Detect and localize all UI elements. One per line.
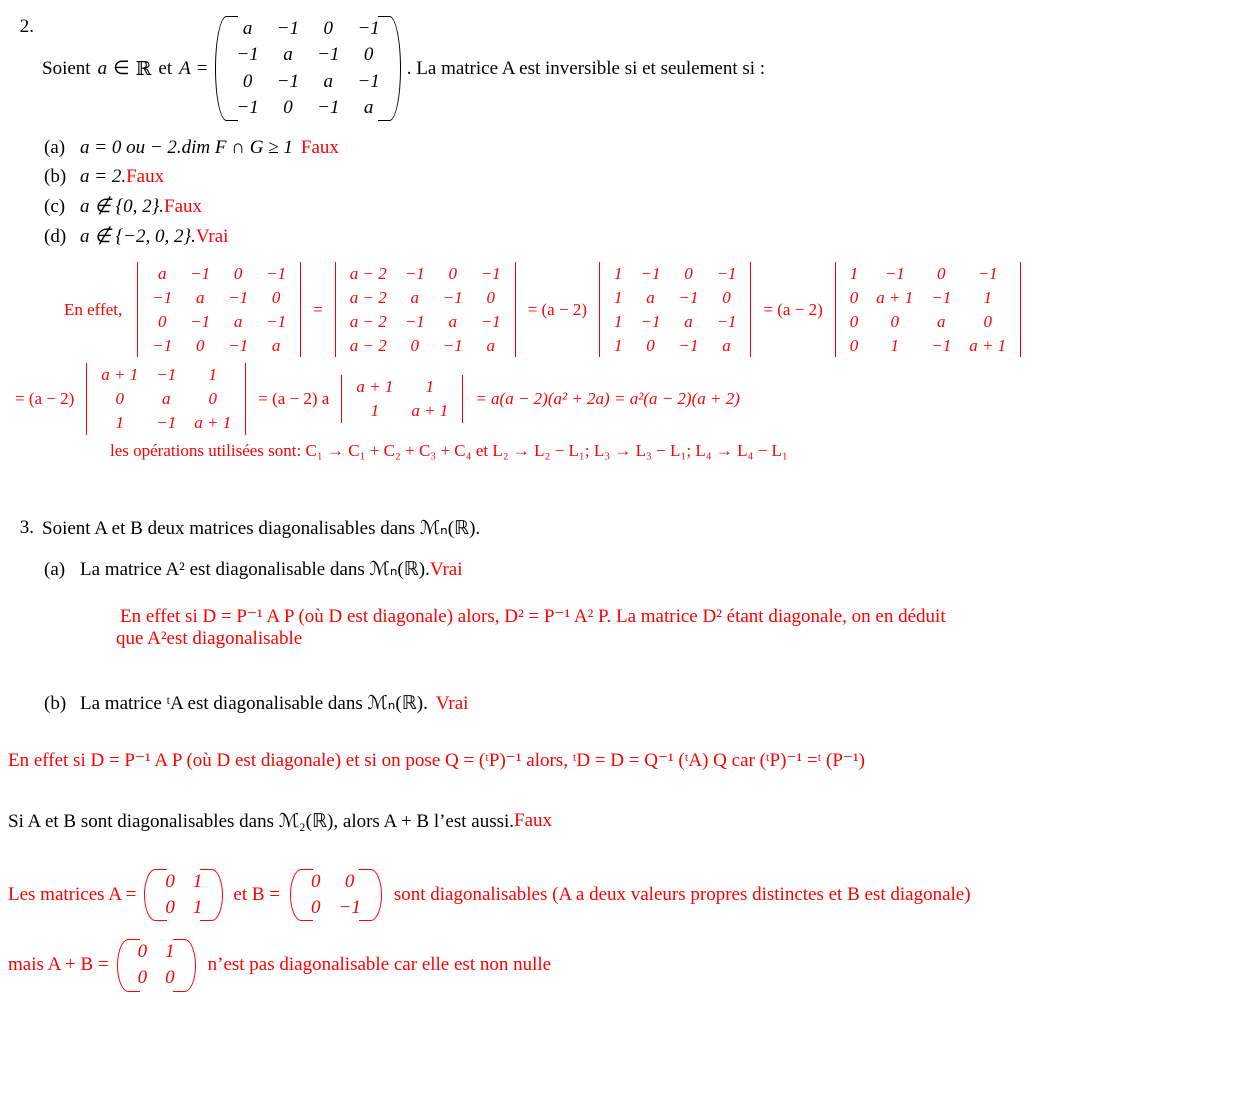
question-3-choices (44, 558, 1239, 715)
det-cell: −1 (716, 264, 737, 284)
matrix-cell: a (283, 44, 293, 66)
det-cell: a + 1 (411, 400, 449, 420)
det-cell: a (722, 335, 731, 355)
bar-right (300, 262, 301, 357)
paren-right (184, 939, 196, 992)
matrix-cell: −1 (276, 70, 300, 92)
counter-lead-2: mais A + B = (8, 954, 109, 976)
q3-choice-b-explanation: En effet si D = P⁻¹ A P (où D est diagonale) et si on pose Q = (ᵗP)⁻¹ alors, ᵗD = D = Q⁻¹ (ᵗA) Q car (ᵗP)⁻¹ =ᵗ (P⁻¹) (8, 749, 865, 771)
determinant-1 (132, 262, 306, 357)
matrix-cell: 0 (363, 44, 374, 66)
matrix-cell: 0 (137, 941, 148, 963)
det-cell: −1 (442, 288, 463, 307)
det-cell: a + 1 (194, 412, 232, 432)
matrix-B-counter (290, 869, 382, 922)
det-cell: −1 (152, 288, 173, 307)
det-cell: −1 (228, 335, 249, 355)
choice-d-verdict: Vrai (195, 226, 229, 248)
det-cell: 0 (208, 389, 217, 408)
det-cell: 0 (983, 311, 992, 331)
bar-left (86, 363, 87, 434)
q3-sum-statement: Si A et B sont diagonalisables dans ℳ₂(ℝ), alors A + B l’est aussi. (8, 810, 515, 832)
det-cell: 0 (233, 264, 243, 284)
det-cell: −1 (678, 335, 699, 355)
det-cell: 0 (849, 288, 859, 307)
det-cell: 0 (195, 335, 205, 355)
matrix-cell: 1 (192, 870, 203, 892)
det-cell: a + 1 (101, 365, 139, 385)
question-2-choices (44, 137, 1239, 248)
choice-a-verdict: Faux (300, 137, 339, 159)
det-cell: a (195, 288, 205, 307)
question-3-number: 3. (19, 516, 34, 538)
det-cell: 0 (849, 335, 859, 355)
q2-proof-eq4: = (a − 2) (15, 388, 75, 408)
det-cell: −1 (884, 264, 905, 284)
paren-right (211, 869, 223, 922)
det-cell: −1 (190, 264, 211, 284)
det-cell: 0 (890, 311, 899, 331)
question-3 (0, 517, 1239, 540)
det-cell: a (448, 311, 457, 331)
bar-right (750, 262, 751, 357)
matrix-cell: 0 (242, 70, 253, 92)
determinant-3 (594, 262, 756, 357)
choice-c[interactable] (44, 195, 1239, 218)
matrix-cell: 0 (283, 96, 293, 118)
det-cell: 0 (410, 335, 419, 355)
matrix-cell: −1 (338, 896, 361, 918)
q3-counterexample-line-2 (8, 939, 1239, 992)
choice-a-label: (a) (44, 137, 66, 159)
det-cell: −1 (640, 311, 661, 331)
det-cell: a − 2 (349, 264, 387, 284)
matrix-cell: 0 (165, 967, 175, 989)
matrix-cell: 0 (311, 870, 321, 892)
q2-proof-operations: les opérations utilisées sont: C₁ → C₁ + C₂ + C₃ + C₄ et L₂ → L₂ − L₁; L₃ → L₃ − L₁; L₄ → L₄ − L₁ (110, 440, 788, 460)
paren-left (290, 869, 302, 922)
det-cell: 0 (722, 288, 731, 307)
det-cell: −1 (156, 412, 177, 432)
question-2-stem (42, 16, 765, 121)
det-cell: a + 1 (356, 377, 394, 397)
det-cell: a + 1 (876, 288, 914, 307)
det-cell: −1 (716, 311, 737, 331)
det-cell: 1 (890, 335, 899, 355)
det-cell: 1 (983, 288, 992, 307)
det-cell: −1 (228, 288, 249, 307)
choice-a[interactable] (44, 137, 1239, 159)
choice-d[interactable] (44, 225, 1239, 248)
det-cell: 1 (849, 264, 859, 284)
matrix-A-counter (144, 869, 223, 922)
matrix-cell: −1 (317, 96, 340, 118)
counter-lead: Les matrices A = (8, 883, 137, 905)
det-cell: −1 (931, 288, 952, 307)
q3-choice-a-verdict: Vrai (429, 558, 463, 580)
det-cell: 1 (370, 400, 380, 420)
q2-proof-line-1 (64, 262, 1239, 357)
det-cell: 0 (849, 311, 859, 331)
det-cell: a (233, 311, 243, 331)
q2-proof-eq1: = (313, 299, 323, 319)
q3-choice-b-verdict: Vrai (435, 692, 469, 714)
det-cell: −1 (678, 288, 699, 307)
det-cell: a (410, 288, 419, 307)
q3-sum-statement-row (8, 810, 1239, 833)
det-cell: a − 2 (349, 335, 387, 355)
determinant-5 (81, 363, 251, 434)
paren-right (389, 16, 401, 121)
matrix-cell: 0 (165, 896, 175, 918)
det-cell: 0 (486, 288, 495, 307)
det-cell: 1 (208, 365, 217, 385)
q2-proof-eq5: = (a − 2) a (258, 388, 330, 408)
determinant-2 (330, 262, 521, 357)
det-cell: 1 (613, 335, 623, 355)
counter-mid: et B = (233, 883, 280, 905)
det-cell: −1 (190, 311, 211, 331)
det-cell: 0 (448, 264, 457, 284)
q2-matrix-name: A (179, 57, 191, 79)
q3-choice-a-label: (a) (44, 558, 66, 580)
choice-d-text: a ∉ {−2, 0, 2}. (80, 226, 196, 248)
det-cell: −1 (266, 311, 287, 331)
paren-left (117, 939, 129, 992)
choice-c-verdict: Faux (164, 196, 202, 218)
matrix-cell: −1 (236, 96, 259, 118)
choice-b-verdict: Faux (126, 166, 165, 188)
q2-proof-eq3: = (a − 2) (763, 299, 823, 319)
q3-counterexample-line-1 (8, 869, 1239, 922)
det-cell: 1 (613, 264, 623, 284)
det-cell: a + 1 (969, 335, 1007, 355)
det-cell: 0 (271, 288, 281, 307)
bar-left (599, 262, 600, 357)
counter-tail: sont diagonalisables (A a deux valeurs propres distinctes et B est diagonale) (393, 883, 971, 905)
determinant-6 (336, 375, 468, 423)
det-cell: −1 (640, 264, 661, 284)
q3-choice-a-explanation-line1: En effet si D = P⁻¹ A P (où D est diagonale) alors, D² = P⁻¹ A² P. La matrice D² étant diagonale, on en déduit (120, 605, 946, 627)
q3-choice-b[interactable] (44, 692, 1239, 715)
det-cell: −1 (404, 311, 425, 331)
bar-right (462, 375, 463, 423)
matrix-cell: 0 (344, 870, 355, 892)
q3-choice-a-text: La matrice A² est diagonalisable dans ℳₙ(ℝ). (80, 558, 430, 580)
question-2 (0, 16, 1239, 121)
det-cell: 0 (646, 335, 655, 355)
q3-choice-b-text: La matrice ᵗA est diagonalisable dans ℳₙ(ℝ). (80, 692, 428, 714)
paren-left (215, 16, 227, 121)
q2-stem-soient: Soient (42, 57, 91, 79)
det-cell: a (157, 264, 167, 284)
q3-choice-b-label: (b) (44, 692, 67, 714)
q2-stem-et: et (158, 57, 173, 79)
matrix-cell: 1 (165, 941, 175, 963)
q3-choice-a[interactable] (44, 558, 1239, 581)
det-cell: a (162, 389, 171, 408)
bar-left (835, 262, 836, 357)
choice-b-label: (b) (44, 166, 67, 188)
matrix-cell: −1 (236, 44, 259, 66)
bar-left (137, 262, 138, 357)
q2-equals: = (196, 57, 208, 79)
det-cell: a (936, 311, 946, 331)
question-3-stem: Soient A et B deux matrices diagonalisables dans ℳₙ(ℝ). (42, 517, 481, 539)
determinant-4 (830, 262, 1026, 357)
matrix-cell: −1 (276, 18, 300, 39)
choice-a-text: a = 0 ou − 2.dim F ∩ G ≥ 1 (80, 137, 293, 159)
bar-right (1020, 262, 1021, 357)
question-2-number: 2. (19, 16, 34, 37)
det-cell: 1 (425, 377, 435, 397)
q2-proof-line-2 (8, 363, 1239, 434)
det-cell: 0 (157, 311, 167, 331)
det-cell: −1 (266, 264, 287, 284)
det-cell: −1 (480, 264, 501, 284)
det-cell: −1 (931, 335, 952, 355)
bar-right (245, 363, 246, 434)
det-cell: 0 (115, 389, 125, 408)
det-cell: a (684, 311, 693, 331)
matrix-cell: a (242, 18, 253, 39)
bar-left (335, 262, 336, 357)
choice-b[interactable] (44, 166, 1239, 188)
det-cell: −1 (404, 264, 425, 284)
det-cell: a (271, 335, 281, 355)
matrix-cell: 0 (311, 896, 321, 918)
choice-c-text: a ∉ {0, 2}. (80, 196, 164, 218)
q2-set-reals: ℝ (135, 57, 152, 80)
bar-left (341, 375, 342, 423)
q2-proof-intro: En effet, (64, 299, 123, 319)
q3-choice-a-explanation (116, 605, 1239, 650)
det-cell: a − 2 (349, 288, 387, 307)
q2-stem-tail: . La matrice A est inversible si et seulement si : (406, 57, 766, 79)
matrix-cell: 0 (137, 967, 148, 989)
choice-d-label: (d) (44, 226, 67, 248)
matrix-AB-counter (117, 939, 196, 992)
q2-proof-eq2: = (a − 2) (527, 299, 587, 319)
matrix-cell: a (323, 70, 334, 92)
matrix-cell: 0 (165, 870, 175, 892)
det-cell: a (486, 335, 495, 355)
matrix-cell: 0 (323, 18, 334, 39)
matrix-cell: 1 (192, 896, 203, 918)
det-cell: 1 (613, 311, 623, 331)
q2-in-symbol: ∈ (113, 58, 130, 80)
paren-right (370, 869, 382, 922)
det-cell: 0 (936, 264, 946, 284)
q3-sum-verdict: Faux (514, 810, 553, 831)
matrix-cell: −1 (317, 44, 340, 66)
paren-left (144, 869, 156, 922)
choice-b-text: a = 2. (80, 166, 127, 188)
det-cell: −1 (152, 335, 173, 355)
det-cell: a (646, 288, 655, 307)
det-cell: −1 (442, 335, 463, 355)
counter-tail-2: n’est pas diagonalisable car elle est non nulle (207, 954, 552, 976)
det-cell: 1 (115, 412, 125, 432)
exercise-page (0, 16, 1239, 1104)
matrix-cell: −1 (357, 18, 380, 39)
q3-choice-a-explanation-line2: que A²est diagonalisable (116, 627, 303, 649)
det-cell: −1 (480, 311, 501, 331)
det-cell: −1 (977, 264, 998, 284)
det-cell: 1 (613, 288, 623, 307)
det-cell: a − 2 (349, 311, 387, 331)
matrix-cell: a (363, 96, 374, 118)
det-cell: 0 (684, 264, 693, 284)
det-cell: −1 (156, 365, 177, 385)
q2-var-a: a (97, 57, 108, 79)
q2-proof-eq6: = a(a − 2)(a² + 2a) = a²(a − 2)(a + 2) (475, 388, 740, 408)
choice-c-label: (c) (44, 196, 66, 218)
bar-right (515, 262, 516, 357)
q2-matrix-A (215, 16, 400, 121)
matrix-cell: −1 (357, 70, 380, 92)
